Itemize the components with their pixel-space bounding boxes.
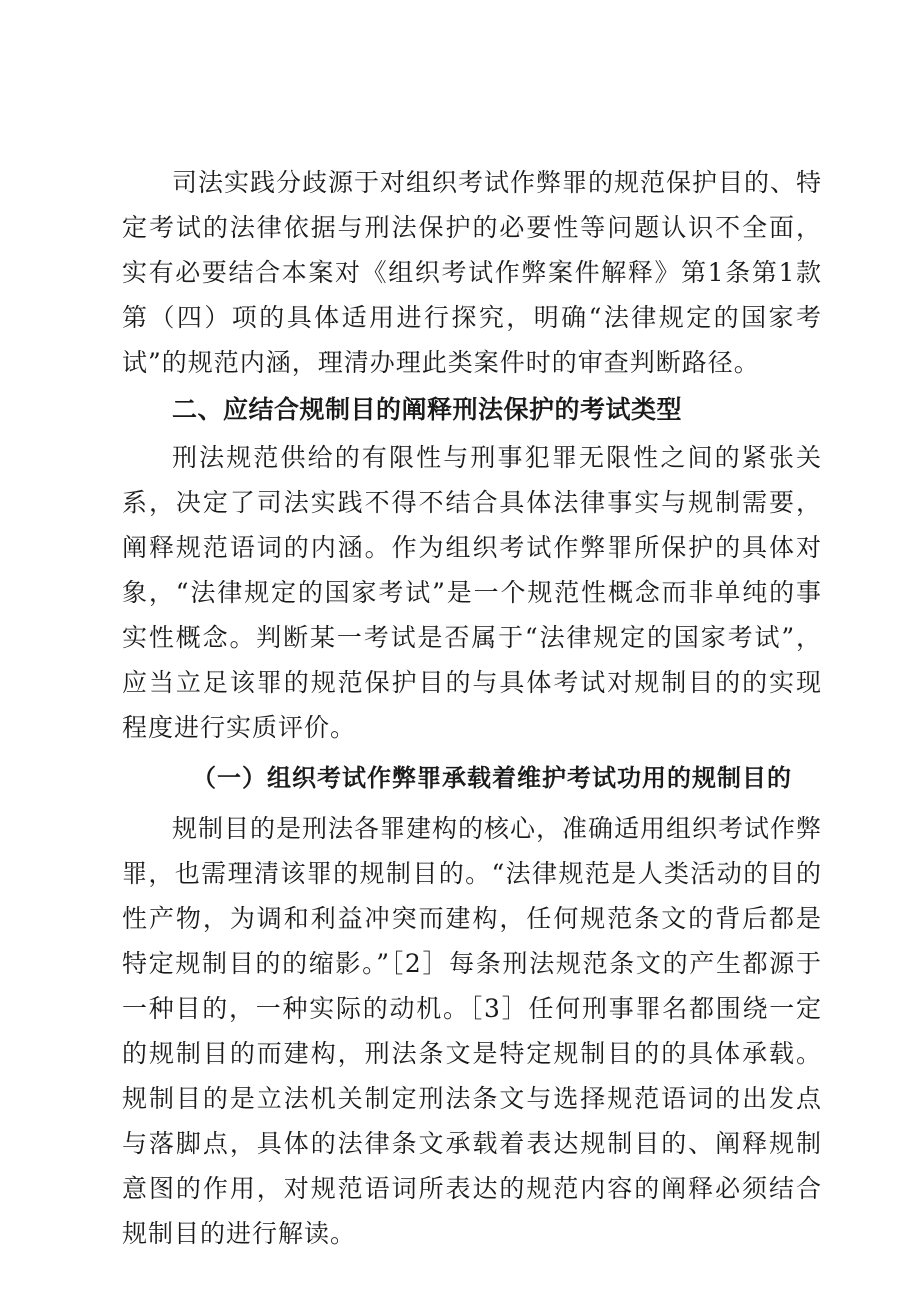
subsection-heading-1: （一）组织考试作弊罪承载着维护考试功用的规制目的: [192, 763, 792, 792]
paragraph-intro: 司法实践分歧源于对组织考试作弊罪的规范保护目的、特定考试的法律依据与刑法保护的必要性等问题认识不全面，实有必要结合本案对《组织考试作弊案件解释》第1条第1款第（四）项的具体适用进行探究，明确“法律规定的国家考试”的规范内涵，理清办理此类案件时的审查判断路径。: [122, 168, 823, 377]
paragraph-subsection-1: 规制目的是刑法各罪建构的核心，准确适用组织考试作弊罪，也需理清该罪的规制目的。“法律规范是人类活动的目的性产物，为调和利益冲突而建构，任何规范条文的背后都是特定规制目的的缩影。”［2］每条刑法规范条文的产生都源于一种目的，一种实际的动机。［3］任何刑事罪名都围绕一定的规制目的而建构，刑法条文是特定规制目的的具体承载。规制目的是立法机关制定刑法条文与选择规范语词的出发点与落脚点，具体的法律条文承载着表达规制目的、阐释规制意图的作用，对规范语词所表达的规范内容的阐释必须结合规制目的进行解读。: [122, 814, 823, 1248]
paragraph-section-2: 刑法规范供给的有限性与刑事犯罪无限性之间的紧张关系，决定了司法实践不得不结合具体法律事实与规制需要，阐释规范语词的内涵。作为组织考试作弊罪所保护的具体对象，“法律规定的国家考试”是一个规范性概念而非单纯的事实性概念。判断某一考试是否属于“法律规定的国家考试”，应当立足该罪的规范保护目的与具体考试对规制目的的实现程度进行实质评价。: [122, 443, 822, 742]
document-body: [122, 160, 822, 1256]
section-heading-2: 二、应结合规制目的阐释刑法保护的考试类型: [172, 395, 683, 424]
